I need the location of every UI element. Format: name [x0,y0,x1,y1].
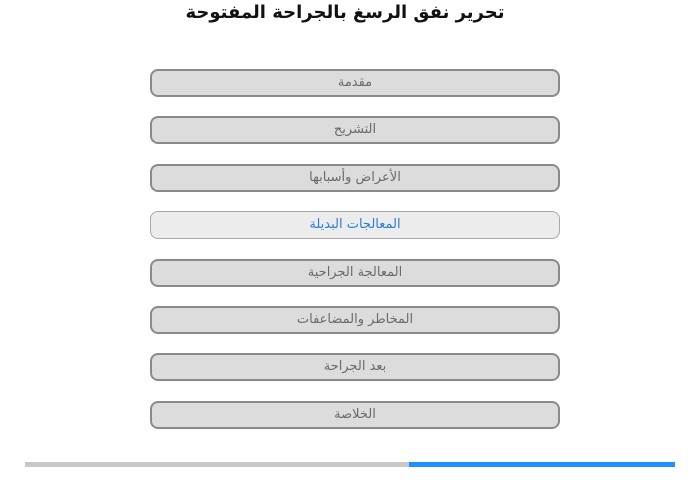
progress-bar-track [25,462,675,467]
menu-item-symptoms-causes[interactable]: الأعراض وأسبابها [150,164,560,192]
menu-item-risks-complications[interactable]: المخاطر والمضاعفات [150,306,560,334]
menu-item-anatomy[interactable]: التشريح [150,116,560,144]
menu-item-surgical-treatment[interactable]: المعالجة الجراحية [150,259,560,287]
menu-item-after-surgery[interactable]: بعد الجراحة [150,353,560,381]
progress-bar-fill [409,462,676,467]
page-title: تحرير نفق الرسغ بالجراحة المفتوحة [185,2,505,23]
menu-item-introduction[interactable]: مقدمة [150,69,560,97]
section-menu [150,69,560,448]
menu-item-summary[interactable]: الخلاصة [150,401,560,429]
menu-item-alternative-treatments[interactable]: المعالجات البديلة [150,211,560,239]
